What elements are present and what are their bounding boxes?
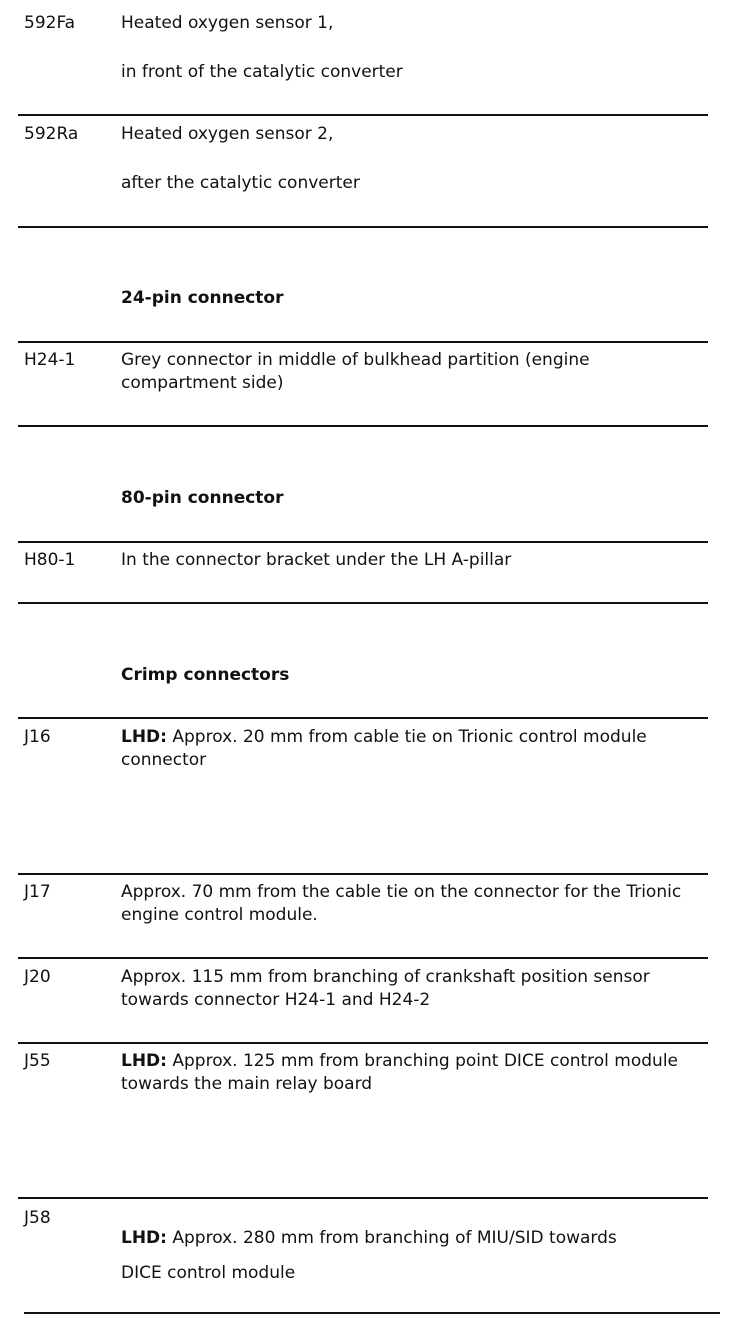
desc-592fa-line1: Heated oxygen sensor 1,	[121, 13, 334, 33]
desc-592fa-line2: in front of the catalytic converter	[121, 62, 403, 82]
code-j58: J58	[24, 1208, 51, 1228]
desc-j55	[121, 1050, 711, 1096]
section-heading-24-pin: 24-pin connector	[121, 288, 284, 308]
code-j16: J16	[24, 727, 51, 747]
code-h80-1: H80-1	[24, 550, 76, 570]
desc-j58-line2: DICE control module	[121, 1263, 296, 1283]
code-h24-1: H24-1	[24, 350, 76, 370]
divider	[24, 1312, 720, 1314]
code-592fa: 592Fa	[24, 13, 76, 33]
divider	[18, 873, 708, 875]
desc-592ra-line2: after the catalytic converter	[121, 173, 360, 193]
divider	[18, 341, 708, 343]
divider	[18, 717, 708, 719]
code-592ra: 592Ra	[24, 124, 79, 144]
desc-j16	[121, 726, 711, 772]
divider	[18, 1042, 708, 1044]
divider	[18, 425, 708, 427]
desc-h24-1: Grey connector in middle of bulkhead partition (engine compartment side)	[121, 350, 590, 393]
lhd-label: LHD:	[121, 727, 167, 747]
code-j17: J17	[24, 882, 51, 902]
divider	[18, 957, 708, 959]
divider	[18, 114, 708, 116]
lhd-label: LHD:	[121, 1051, 167, 1071]
desc-j58-text: Approx. 280 mm from branching of MIU/SID towards	[166, 1228, 617, 1248]
desc-j20: Approx. 115 mm from branching of crankshaft position sensor towards connector H24-1 and H24-2	[121, 967, 650, 1010]
desc-h80-1: In the connector bracket under the LH A-pillar	[121, 550, 512, 570]
code-j20: J20	[24, 967, 51, 987]
desc-592ra-line1: Heated oxygen sensor 2,	[121, 124, 334, 144]
code-j55: J55	[24, 1051, 51, 1071]
lhd-label: LHD:	[121, 1228, 167, 1248]
section-heading-80-pin: 80-pin connector	[121, 488, 284, 508]
desc-j55-text: Approx. 125 mm from branching point DICE control module towards the main relay board	[121, 1051, 679, 1094]
desc-j16-text: Approx. 20 mm from cable tie on Trionic control module connector	[121, 727, 647, 770]
divider	[18, 541, 708, 543]
divider	[18, 602, 708, 604]
section-heading-crimp: Crimp connectors	[121, 665, 290, 685]
divider	[18, 1197, 708, 1199]
desc-j17: Approx. 70 mm from the cable tie on the connector for the Trionic engine control module.	[121, 882, 682, 925]
divider	[18, 226, 708, 228]
desc-j58	[121, 1227, 711, 1250]
